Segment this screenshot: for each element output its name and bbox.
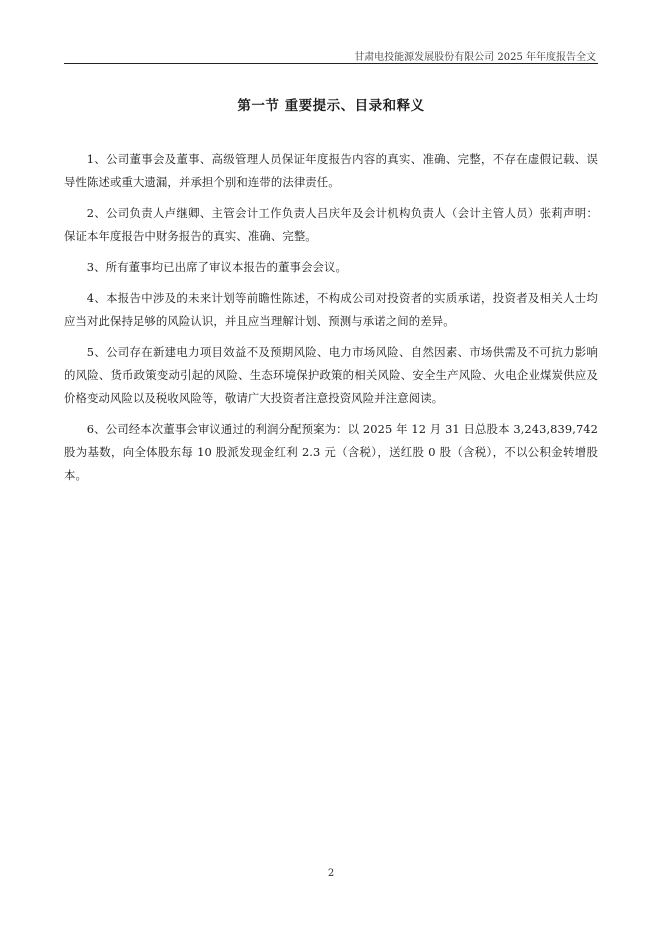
important-notices bbox=[64, 148, 598, 495]
section-title: 第一节 重要提示、目录和释义 bbox=[237, 98, 425, 114]
page-number: 2 bbox=[327, 868, 335, 879]
header-divider bbox=[64, 63, 598, 64]
notice-paragraph-6: 6、公司经本次董事会审议通过的利润分配预案为：以 2025 年 12 月 31 日总股本 3,243,839,742 股为基数，向全体股东每 10 股派发现金红利 2.3 元（含税），送红股 0 股（含税），不以公积金转增股本。 bbox=[64, 422, 598, 482]
notice-paragraph-1: 1、公司董事会及董事、高级管理人员保证年度报告内容的真实、准确、完整，不存在虚假记载、误导性陈述或重大遗漏，并承担个别和连带的法律责任。 bbox=[64, 152, 598, 189]
notice-paragraph-4: 4、本报告中涉及的未来计划等前瞻性陈述，不构成公司对投资者的实质承诺，投资者及相关人士均应当对此保持足够的风险认识，并且应当理解计划、预测与承诺之间的差异。 bbox=[64, 291, 598, 328]
notice-paragraph-2: 2、公司负责人卢继卿、主管会计工作负责人吕庆年及会计机构负责人（会计主管人员）张莉声明：保证本年度报告中财务报告的真实、准确、完整。 bbox=[64, 206, 598, 243]
notice-paragraph-3: 3、所有董事均已出席了审议本报告的董事会会议。 bbox=[86, 260, 347, 274]
report-header-title: 甘肃电投能源发展股份有限公司 2025 年年度报告全文 bbox=[354, 52, 596, 63]
notice-paragraph-5: 5、公司存在新建电力项目效益不及预期风险、电力市场风险、自然因素、市场供需及不可抗力影响的风险、货币政策变动引起的风险、生态环境保护政策的相关风险、安全生产风险、火电企业煤炭供应及价格变动风险以及税收风险等，敬请广大投资者注意投资风险并注意阅读。 bbox=[64, 345, 598, 405]
